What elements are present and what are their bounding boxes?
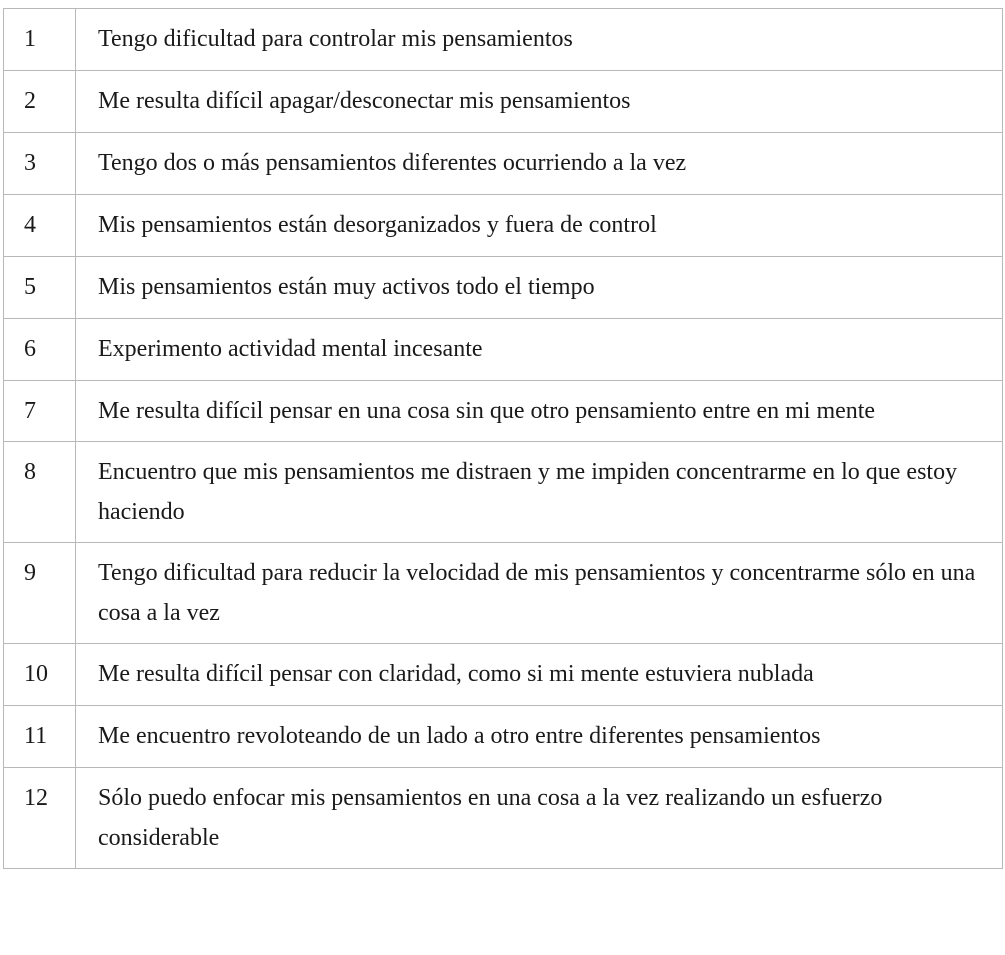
table-row: [4, 381, 1003, 442]
item-text: Experimento actividad mental incesante: [76, 319, 1003, 381]
item-text: Tengo dos o más pensamientos diferentes ocurriendo a la vez: [76, 133, 1003, 195]
item-number: 10: [4, 644, 76, 706]
table-row: [4, 71, 1003, 133]
table-row: [4, 543, 1003, 644]
table-row: [4, 319, 1003, 381]
item-number: 11: [4, 706, 76, 768]
table-row: [4, 133, 1003, 195]
questionnaire-table: [3, 8, 1003, 869]
table-row: [4, 9, 1003, 71]
table-row: [4, 644, 1003, 706]
item-number: 8: [4, 442, 76, 543]
item-number: 7: [4, 381, 76, 442]
item-number: 9: [4, 543, 76, 644]
item-text: Me resulta difícil pensar con claridad, como si mi mente estuviera nublada: [76, 644, 1003, 706]
item-number: 2: [4, 71, 76, 133]
item-number: 3: [4, 133, 76, 195]
item-text: Mis pensamientos están muy activos todo el tiempo: [76, 257, 1003, 319]
item-text: Mis pensamientos están desorganizados y fuera de control: [76, 195, 1003, 257]
item-text: Me encuentro revoloteando de un lado a otro entre diferentes pensamientos: [76, 706, 1003, 768]
table-row: [4, 257, 1003, 319]
item-number: 1: [4, 9, 76, 71]
item-text: Me resulta difícil pensar en una cosa sin que otro pensamiento entre en mi mente: [76, 381, 1003, 442]
item-number: 6: [4, 319, 76, 381]
item-text: Tengo dificultad para reducir la velocidad de mis pensamientos y concentrarme sólo en una cosa a la vez: [76, 543, 1003, 644]
table-row: [4, 768, 1003, 869]
table-row: [4, 195, 1003, 257]
table-row: [4, 706, 1003, 768]
item-text: Encuentro que mis pensamientos me distraen y me impiden concentrarme en lo que estoy haciendo: [76, 442, 1003, 543]
item-text: Sólo puedo enfocar mis pensamientos en una cosa a la vez realizando un esfuerzo considerable: [76, 768, 1003, 869]
table-row: [4, 442, 1003, 543]
item-number: 5: [4, 257, 76, 319]
item-number: 4: [4, 195, 76, 257]
item-text: Tengo dificultad para controlar mis pensamientos: [76, 9, 1003, 71]
item-text: Me resulta difícil apagar/desconectar mis pensamientos: [76, 71, 1003, 133]
item-number: 12: [4, 768, 76, 869]
